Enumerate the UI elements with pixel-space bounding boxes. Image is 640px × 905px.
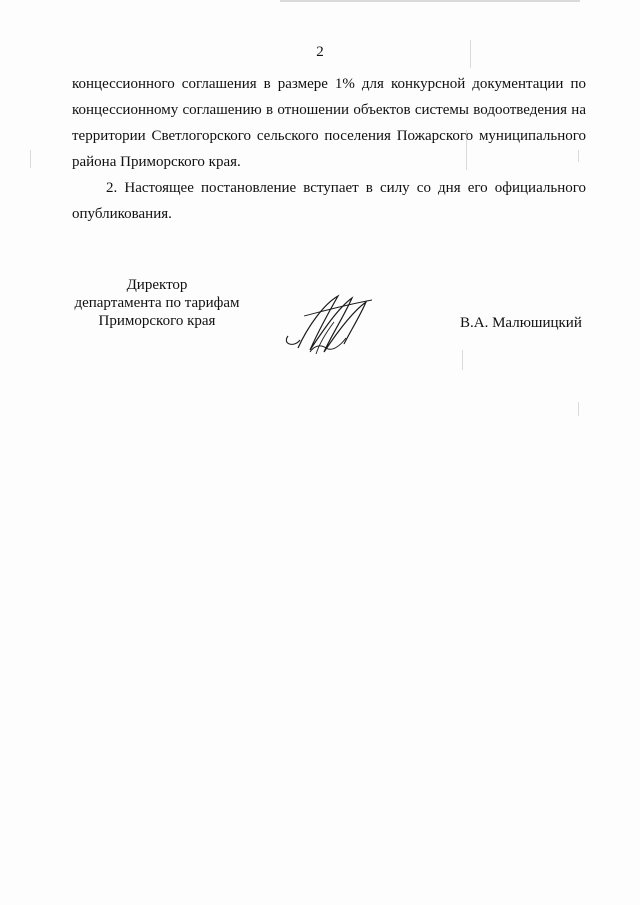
page-number: 2 <box>316 44 324 60</box>
paragraph-line: территории Светлогорского сельского поселения Пожарского муниципального <box>72 128 586 144</box>
paragraph-line: 2. Настоящее постановление вступает в силу со дня его официального <box>106 180 586 196</box>
scan-artifact <box>462 350 463 370</box>
paragraph-line: концессионного соглашения в размере 1% для конкурсной документации по <box>72 76 586 92</box>
handwritten-signature <box>280 286 380 358</box>
scan-artifact <box>30 150 31 168</box>
scan-artifact <box>280 0 580 2</box>
scan-artifact <box>470 40 471 68</box>
paragraph-line: концессионному соглашению в отношении объектов системы водоотведения на <box>72 102 586 118</box>
signatory-title-line: Приморского края <box>98 313 216 329</box>
paragraph-concession <box>72 71 586 175</box>
signatory-title <box>62 276 252 330</box>
paragraph-line: района Приморского края. <box>72 154 241 170</box>
scan-artifact <box>578 402 579 416</box>
paragraph-effective-date <box>72 175 586 227</box>
scan-artifact <box>578 150 579 162</box>
signature-block <box>0 276 640 356</box>
paragraph-line: опубликования. <box>72 206 172 222</box>
scan-artifact <box>466 130 467 170</box>
signatory-title-line: департамента по тарифам <box>74 295 240 311</box>
signatory-title-line: Директор <box>126 277 188 293</box>
signatory-name: В.А. Малюшицкий <box>460 315 582 331</box>
